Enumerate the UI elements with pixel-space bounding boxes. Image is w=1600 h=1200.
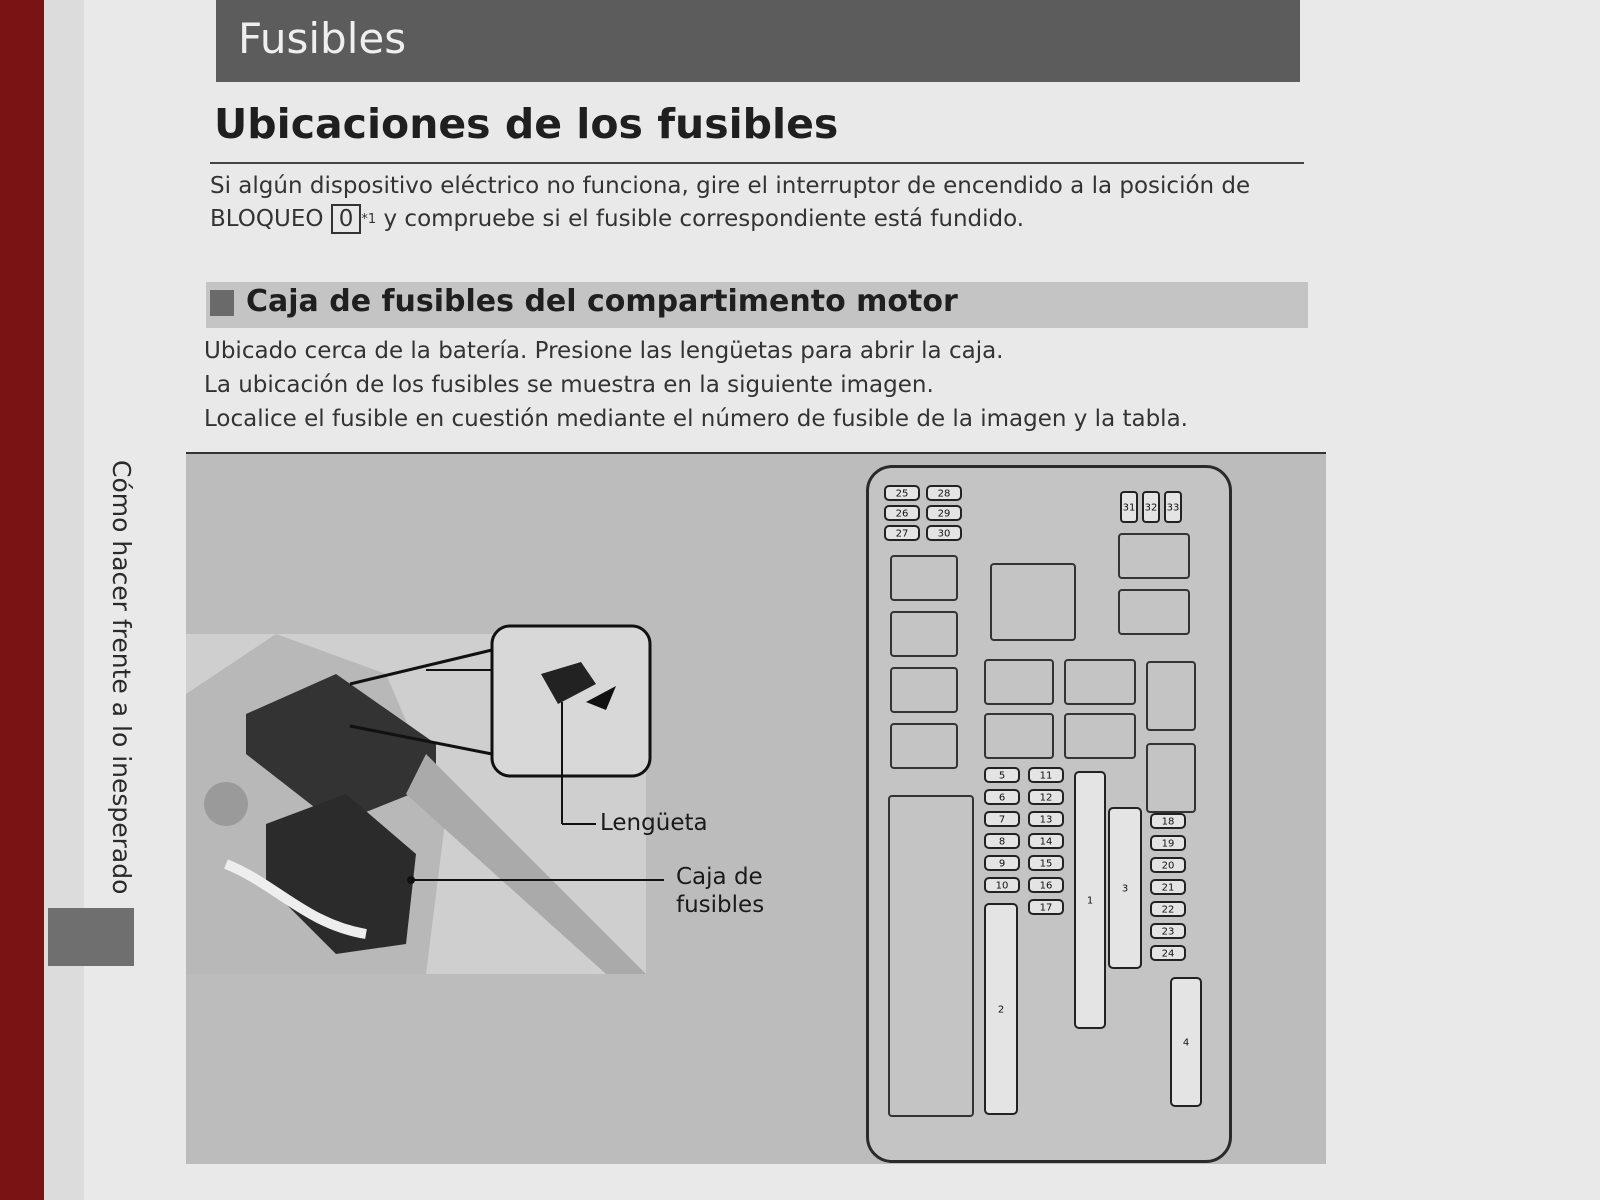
fuse-number: 28 — [937, 488, 951, 500]
fuse-number: 2 — [997, 1004, 1005, 1016]
fuse-number: 32 — [1144, 502, 1158, 514]
fuse-number: 17 — [1039, 902, 1053, 914]
fuse-box-label-1: Caja de — [676, 864, 763, 890]
tab-label: Lengüeta — [600, 810, 708, 836]
fuse-number: 11 — [1039, 770, 1053, 782]
fuse-number: 4 — [1182, 1037, 1190, 1049]
fuse-number: 20 — [1161, 860, 1175, 872]
fuse-number: 13 — [1039, 814, 1053, 826]
fuse-box-diagram — [866, 465, 1232, 1163]
title-divider — [210, 162, 1304, 164]
fuse-number: 31 — [1122, 502, 1136, 514]
fuse-number: 10 — [995, 880, 1009, 892]
fuse-number: 1 — [1086, 895, 1094, 907]
intro-text-2: y compruebe si el fusible correspondiente está fundido. — [383, 206, 1025, 232]
fuse-number: 9 — [998, 858, 1006, 870]
page-margin — [44, 0, 84, 1200]
section-title: Caja de fusibles del compartimento motor — [246, 284, 958, 319]
section-body — [204, 334, 1304, 436]
fuse-number: 7 — [998, 814, 1006, 826]
fuse-number: 33 — [1166, 502, 1180, 514]
intro-text-1: Si algún dispositivo eléctrico no funciona, gire el interruptor de encendido a la posición de BLOQUEO — [210, 173, 1251, 232]
fuse-number: 18 — [1161, 816, 1175, 828]
header-title: Fusibles — [238, 14, 407, 63]
fuse-number: 3 — [1121, 883, 1129, 895]
fuse-number: 16 — [1039, 880, 1053, 892]
fuse-number: 6 — [998, 792, 1006, 804]
footnote-marker: *1 — [361, 212, 377, 227]
page-title: Ubicaciones de los fusibles — [214, 100, 839, 148]
body-line: La ubicación de los fusibles se muestra en la siguiente imagen. — [204, 372, 934, 398]
fuse-number: 27 — [895, 528, 909, 540]
fuse-number: 8 — [998, 836, 1006, 848]
intro-paragraph — [210, 170, 1300, 236]
fuse-number: 14 — [1039, 836, 1053, 848]
fuse-number: 5 — [998, 770, 1006, 782]
body-line: Localice el fusible en cuestión mediante el número de fusible de la imagen y la tabla. — [204, 406, 1188, 432]
chapter-side-label: Cómo hacer frente a lo inesperado — [107, 460, 136, 895]
fuse-number: 19 — [1161, 838, 1175, 850]
body-line: Ubicado cerca de la batería. Presione las lengüetas para abrir la caja. — [204, 338, 1004, 364]
callout-lines — [186, 454, 746, 974]
fuse-number: 26 — [895, 508, 909, 520]
fuse-number: 23 — [1161, 926, 1175, 938]
fuse-number: 21 — [1161, 882, 1175, 894]
fuse-number: 22 — [1161, 904, 1175, 916]
fuse-number: 24 — [1161, 948, 1175, 960]
key-position-box: 0 — [331, 204, 362, 234]
fuse-number: 29 — [937, 508, 951, 520]
fuse-number: 12 — [1039, 792, 1053, 804]
fuse-number: 25 — [895, 488, 909, 500]
fuse-layout — [869, 468, 1229, 1160]
fuse-number: 30 — [937, 528, 951, 540]
fuse-number: 15 — [1039, 858, 1053, 870]
fuse-box-label-2: fusibles — [676, 892, 765, 918]
section-marker-square — [210, 290, 234, 316]
small-fuses — [885, 486, 1201, 1114]
